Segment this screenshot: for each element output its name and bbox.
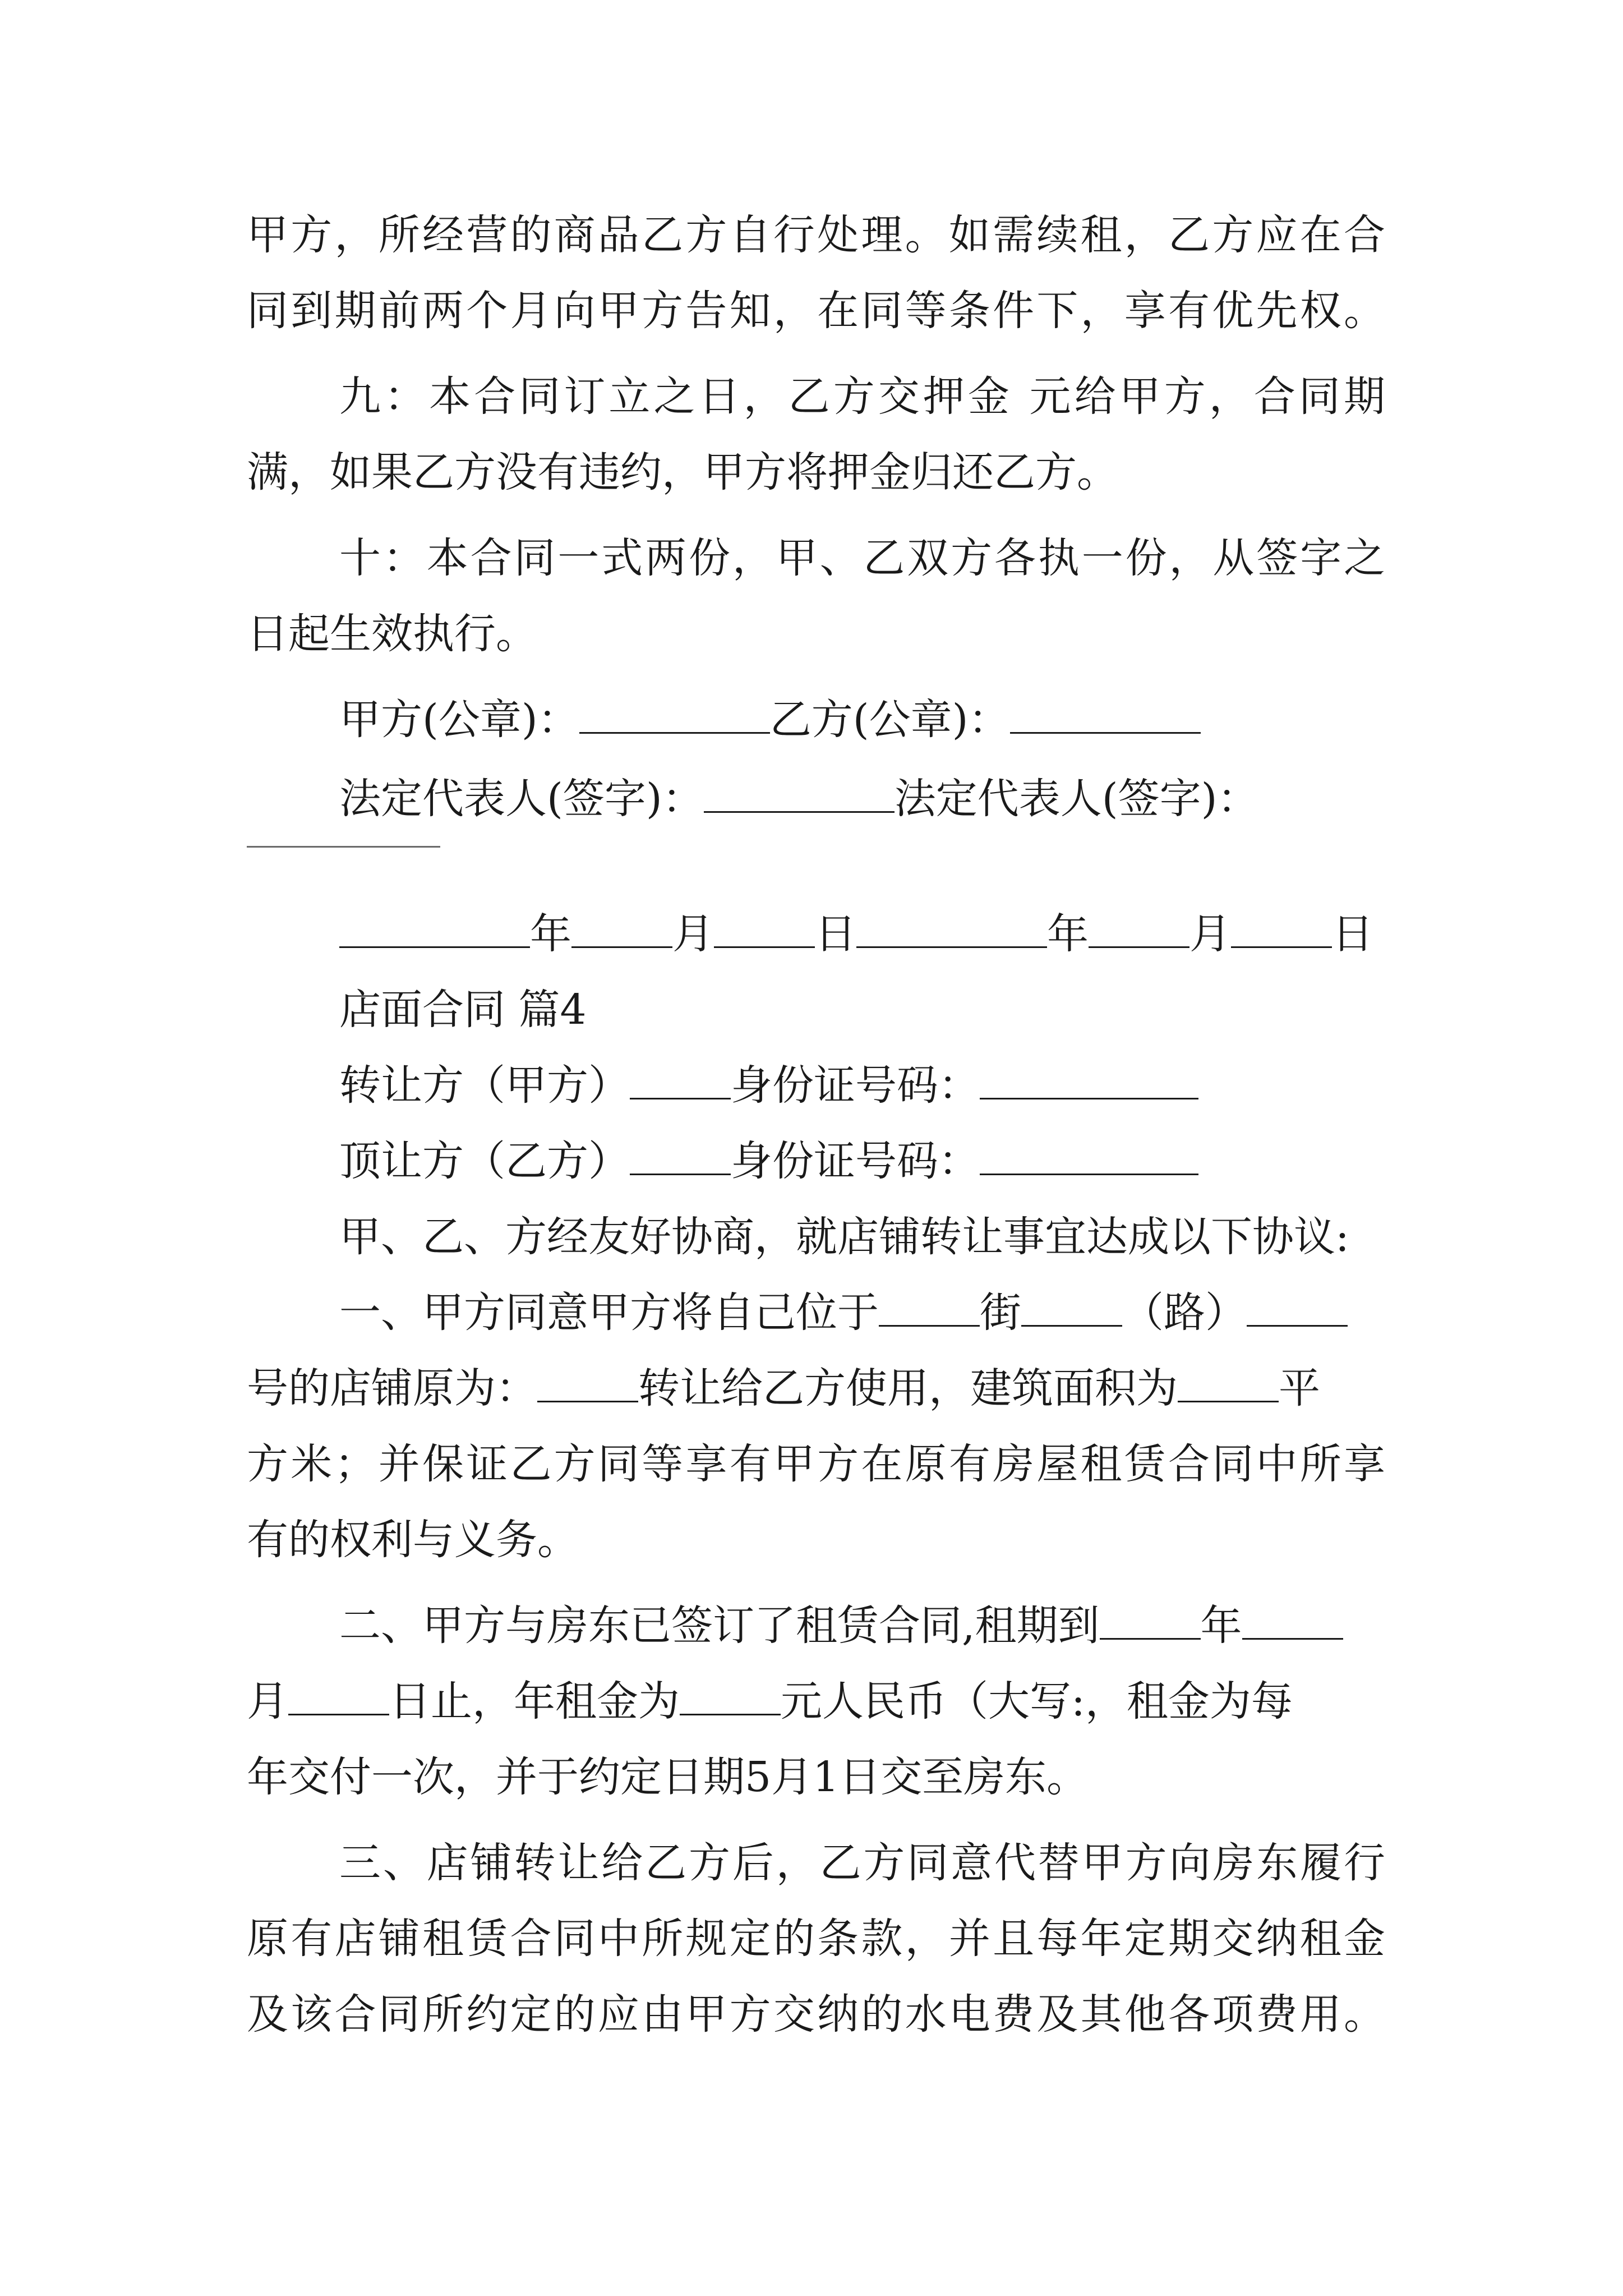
section-title: 店面合同 篇4 — [339, 986, 587, 1034]
transferor-id-label: 身份证号码： — [731, 1061, 980, 1110]
clause-two-text-b: 日止，年租金为 — [389, 1677, 680, 1726]
paragraph-line-2: 同到期前两个月向甲方告知，在同等条件下，享有优先权。 — [247, 287, 1385, 335]
clause-two-line-3: 年交付一次，并于约定日期5月1日交至房东。 — [247, 1753, 1089, 1801]
clause-three-line-1: 三、店铺转让给乙方后，乙方同意代替甲方向房东履行 — [339, 1839, 1385, 1887]
rep-a-blank[interactable] — [704, 776, 895, 813]
date-b-month-blank[interactable] — [1089, 912, 1189, 948]
clause-two-text-a: 二、甲方与房东已签订了租赁合同,租期到 — [339, 1602, 1100, 1650]
clause-nine-line-2: 满，如果乙方没有违约，甲方将押金归还乙方。 — [247, 448, 1118, 496]
date-a-year-blank[interactable] — [339, 912, 530, 948]
party-a-seal-blank[interactable] — [579, 697, 770, 734]
seal-line — [339, 682, 1385, 758]
street-blank[interactable] — [879, 1290, 980, 1327]
clause-one-line-2 — [247, 1351, 1385, 1427]
date-a-year-label: 年 — [530, 910, 571, 958]
date-b-year-label: 年 — [1047, 910, 1089, 958]
lease-month-blank[interactable] — [1242, 1603, 1343, 1640]
clause-one-text-d: 平 — [1279, 1364, 1320, 1412]
party-b-seal-label: 乙方(公章)： — [769, 696, 1010, 744]
clause-ten-line-2: 日起生效执行。 — [247, 610, 537, 658]
lease-day-blank[interactable] — [288, 1679, 389, 1715]
rep-a-label: 法定代表人(签字)： — [339, 775, 704, 823]
clause-one-line-4: 有的权利与义务。 — [247, 1516, 579, 1564]
clause-two-line-1 — [339, 1588, 1385, 1664]
road-label: （路） — [1122, 1289, 1247, 1337]
street-label: 街 — [980, 1289, 1021, 1337]
lease-year-label: 年 — [1200, 1602, 1242, 1650]
lease-month-label: 月 — [247, 1677, 288, 1726]
intro-line: 甲、乙、方经友好协商，就店铺转让事宜达成以下协议: — [339, 1213, 1349, 1261]
party-b-seal-blank[interactable] — [1010, 697, 1201, 734]
party-a-seal-label: 甲方(公章)： — [339, 696, 579, 744]
date-a-month-blank[interactable] — [571, 912, 672, 948]
rent-amount-blank[interactable] — [680, 1679, 781, 1715]
date-b-day-blank[interactable] — [1231, 912, 1332, 948]
clause-nine-line-1: 九：本合同订立之日，乙方交押金 元给甲方，合同期 — [339, 372, 1385, 421]
transferee-id-blank[interactable] — [980, 1139, 1198, 1175]
date-a-day-blank[interactable] — [714, 912, 815, 948]
clause-two-text-c: 元人民币（大写:，租金为每 — [781, 1677, 1293, 1726]
clause-three-line-3: 及该合同所约定的应由甲方交纳的水电费及其他各项费用。 — [247, 1990, 1385, 2039]
rep-b-label: 法定代表人(签字)： — [894, 775, 1259, 823]
clause-one-text-c: 转让给乙方使用，建筑面积为 — [638, 1364, 1178, 1412]
transferee-label: 顶让方（乙方） — [339, 1137, 630, 1185]
representative-line — [339, 761, 1385, 837]
transferee-name-blank[interactable] — [630, 1139, 731, 1175]
clause-one-line-1 — [339, 1275, 1385, 1351]
number-blank[interactable] — [1247, 1290, 1348, 1327]
date-a-month-label: 月 — [672, 910, 714, 958]
date-b-year-blank[interactable] — [856, 912, 1047, 948]
rep-b-blank[interactable] — [247, 844, 440, 848]
clause-one-text-a: 一、甲方同意甲方将自己位于 — [339, 1289, 879, 1337]
transferor-name-blank[interactable] — [630, 1063, 731, 1099]
date-b-day-label: 日 — [1332, 910, 1373, 958]
transferee-id-label: 身份证号码： — [731, 1137, 980, 1185]
clause-one-text-b: 号的店铺原为： — [247, 1364, 537, 1412]
date-b-month-label: 月 — [1189, 910, 1231, 958]
paragraph-line-1: 甲方，所经营的商品乙方自行处理。如需续租，乙方应在合 — [247, 211, 1385, 259]
transferee-line — [339, 1124, 1385, 1199]
clause-two-line-2 — [247, 1664, 1385, 1740]
transferor-label: 转让方（甲方） — [339, 1061, 630, 1110]
date-a-day-label: 日 — [815, 910, 856, 958]
road-blank[interactable] — [1021, 1290, 1122, 1327]
shop-original-blank[interactable] — [537, 1366, 638, 1402]
transferor-line — [339, 1048, 1385, 1124]
clause-ten-line-1: 十：本合同一式两份，甲、乙双方各执一份，从签字之 — [339, 534, 1385, 582]
date-line — [339, 896, 1385, 972]
clause-three-line-2: 原有店铺租赁合同中所规定的条款，并且每年定期交纳租金 — [247, 1915, 1385, 1963]
lease-year-blank[interactable] — [1100, 1603, 1201, 1640]
clause-one-line-3: 方米；并保证乙方同等享有甲方在原有房屋租赁合同中所享 — [247, 1440, 1385, 1488]
area-blank[interactable] — [1178, 1366, 1279, 1402]
transferor-id-blank[interactable] — [980, 1063, 1198, 1099]
